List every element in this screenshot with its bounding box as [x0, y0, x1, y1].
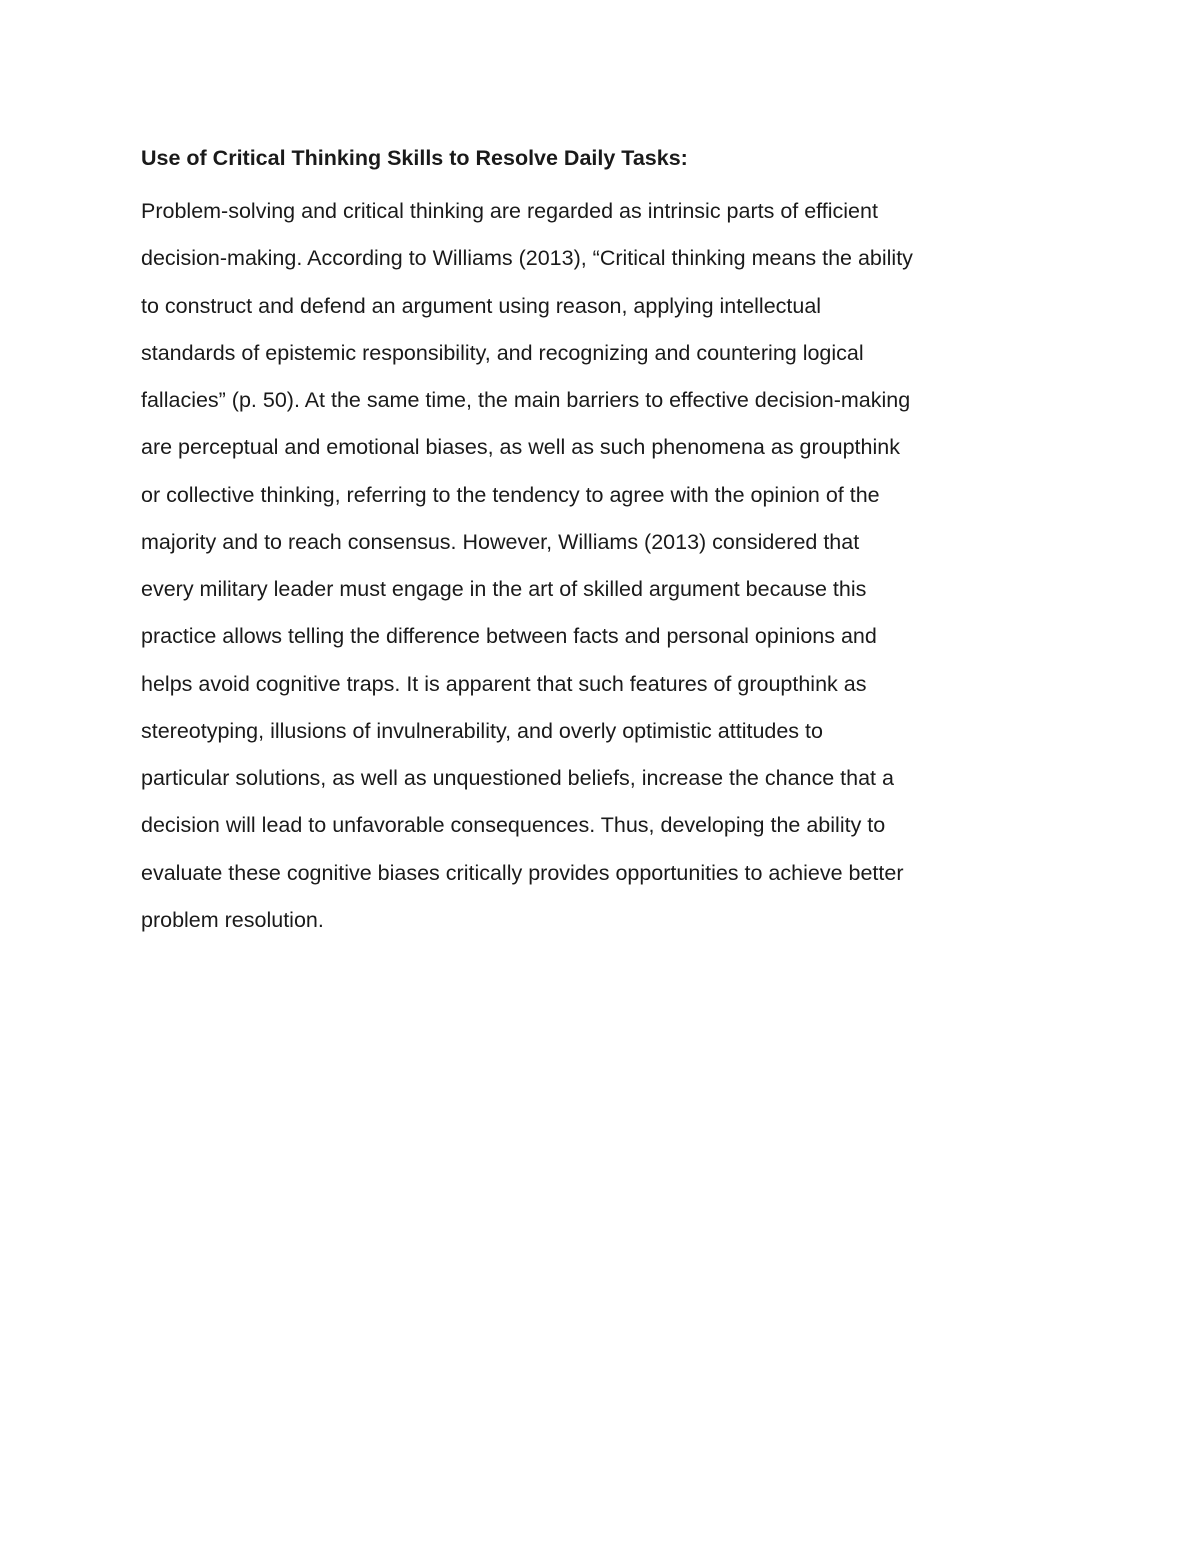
paragraph-line: problem resolution. — [141, 907, 324, 932]
document-body — [141, 141, 1071, 944]
paragraph-line: or collective thinking, referring to the tendency to agree with the opinion of the — [141, 482, 880, 507]
paragraph-line: Problem-solving and critical thinking are regarded as intrinsic parts of efficient — [141, 199, 878, 223]
paragraph-line: decision-making. According to Williams (2013), “Critical thinking means the ability — [141, 246, 913, 271]
paragraph-line: are perceptual and emotional biases, as well as such phenomena as groupthink — [141, 435, 900, 460]
paragraph-line: practice allows telling the difference between facts and personal opinions and — [141, 624, 877, 649]
paragraph-line: decision will lead to unfavorable consequences. Thus, developing the ability to — [141, 813, 886, 838]
paragraph-line: standards of epistemic responsibility, and recognizing and countering logical — [141, 340, 864, 365]
paragraph-line: stereotyping, illusions of invulnerability, and overly optimistic attitudes to — [141, 718, 823, 743]
body-paragraph — [141, 188, 1071, 944]
paragraph-line: fallacies” (p. 50). At the same time, the main barriers to effective decision-making — [141, 388, 911, 412]
paragraph-line: every military leader must engage in the art of skilled argument because this — [141, 577, 867, 601]
paragraph-line: helps avoid cognitive traps. It is apparent that such features of groupthink as — [141, 671, 867, 696]
paragraph-line: evaluate these cognitive biases critically provides opportunities to achieve better — [141, 860, 904, 885]
section-heading: Use of Critical Thinking Skills to Resolve Daily Tasks: — [141, 146, 688, 170]
paragraph-line: majority and to reach consensus. However, Williams (2013) considered that — [141, 529, 860, 554]
paragraph-line: particular solutions, as well as unquestioned beliefs, increase the chance that a — [141, 766, 894, 790]
paragraph-line: to construct and defend an argument using reason, applying intellectual — [141, 293, 822, 318]
